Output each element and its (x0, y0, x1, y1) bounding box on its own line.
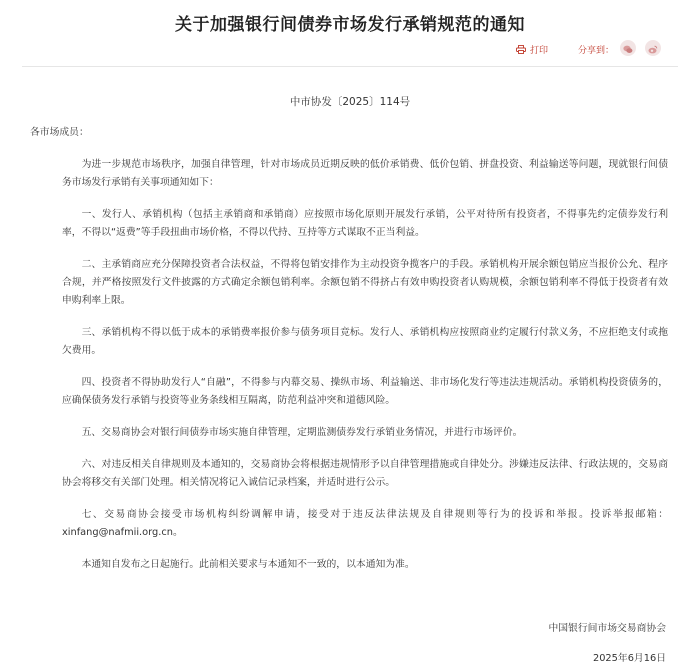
clause-1: 一、发行人、承销机构（包括主承销商和承销商）应按照市场化原则开展发行承销，公平对待所有投资者，不得事先约定债券发行利率，不得以“返费”等手段扭曲市场价格，不得以代持、互持等方式谋取不正当利益。 (62, 209, 668, 238)
document-number: 中市协发〔2025〕114号 (289, 96, 411, 108)
clause-2: 二、主承销商应充分保障投资者合法权益，不得将包销安排作为主动投资争揽客户的手段。承销机构开展余额包销应当报价公允、程序合规，并严格按照发行文件披露的方式确定余额包销利率。余额包销不得挤占有效申购投资者认购规模，余额包销利率不得低于投资者有效申购利率上限。 (62, 259, 668, 306)
effective-clause: 本通知自发布之日起施行。此前相关要求与本通知不一致的，以本通知为准。 (81, 559, 415, 570)
clause-6: 六、对违反相关自律规则及本通知的，交易商协会将根据违规情形予以自律管理措施或自律处分。涉嫌违反法律、行政法规的，交易商协会将移交有关部门处理。相关情况将记入诚信记录档案，并适时进行公示。 (62, 459, 668, 488)
share-toolbar (0, 34, 700, 64)
header-divider (22, 66, 678, 67)
intro-paragraph: 为进一步规范市场秩序，加强自律管理，针对市场成员近期反映的低价承销费、低价包销、拼盘投资、利益输送等问题，现就银行间债务市场发行承销有关事项通知如下： (62, 159, 668, 188)
notice-body (30, 124, 668, 574)
clause-3: 三、承销机构不得以低于成本的承销费率报价参与债务项目竞标。发行人、承销机构应按照商业约定履行付款义务，不应拒绝支付或拖欠费用。 (62, 327, 668, 356)
printer-icon (516, 45, 526, 54)
clause-7: 七、交易商协会接受市场机构纠纷调解申请，接受对于违反法律法规及自律规则等行为的投诉和举报。投诉举报邮箱：xinfang@nafmii.org.cn。 (62, 509, 668, 538)
share-wechat-button[interactable] (620, 40, 636, 56)
clause-5: 五、交易商协会对银行间债券市场实施自律管理，定期监测债券发行承销业务情况，并进行市场评价。 (81, 427, 523, 438)
share-weibo-button[interactable] (645, 40, 661, 56)
share-label: 分享到： (578, 46, 615, 56)
signature-date: 2025年6月16日 (592, 653, 666, 664)
clause-4: 四、投资者不得协助发行人“自融”，不得参与内幕交易、操纵市场、利益输送、非市场化发行等违法违规活动。承销机构投资债务的，应确保债务发行承销与投资等业务条线相互隔离，防范利益冲突和道德风险。 (62, 377, 668, 406)
signature-org: 中国银行间市场交易商协会 (548, 623, 666, 634)
wechat-icon (623, 39, 633, 58)
greeting: 各市场成员： (30, 127, 89, 138)
print-label: 打印 (530, 46, 549, 56)
page-title: 关于加强银行间债券市场发行承销规范的通知 (175, 15, 525, 35)
weibo-icon (648, 39, 658, 58)
print-button[interactable] (516, 43, 548, 56)
